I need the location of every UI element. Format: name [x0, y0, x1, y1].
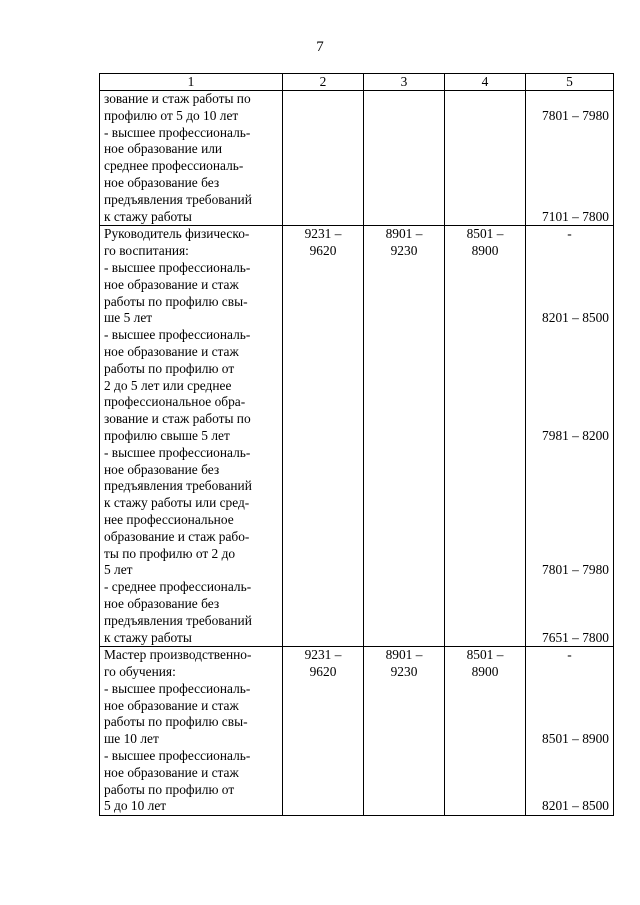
cell-line: - высшее профессиональ- — [104, 680, 251, 696]
cell-line: го воспитания: — [104, 243, 189, 259]
salary-range-col-4 — [445, 91, 526, 226]
cell-line: - — [567, 226, 572, 242]
header-row — [100, 74, 614, 91]
table-header — [100, 74, 614, 91]
page-number: 7 — [316, 39, 324, 55]
cell-line: ное образование и стаж — [104, 343, 239, 359]
cell-line: 2 до 5 лет или среднее — [104, 377, 232, 393]
cell-line: предъявления требований — [104, 478, 252, 494]
cell-line: - среднее профессиональ- — [104, 579, 252, 595]
cell-line: 8501 – — [466, 226, 504, 242]
cell-line: профилю от 5 до 10 лет — [104, 107, 239, 123]
cell-line — [530, 462, 609, 479]
cell-line: 7651 – 7800 — [542, 629, 609, 645]
salary-range-col-5 — [526, 91, 614, 226]
cell-line — [530, 495, 609, 512]
cell-line — [530, 411, 609, 428]
header-col-4: 4 — [445, 74, 526, 91]
cell-line — [530, 141, 609, 158]
cell-line: ное образование или — [104, 141, 223, 157]
cell-line: 9231 – — [304, 226, 342, 242]
cell-line: - высшее профессиональ- — [104, 748, 251, 764]
cell-line — [530, 175, 609, 192]
salary-range-col-5 — [526, 226, 614, 647]
cell-line: 9620 — [309, 664, 337, 680]
cell-line: предъявления требований — [104, 191, 252, 207]
header-col-2: 2 — [283, 74, 364, 91]
cell-line: 7801 – 7980 — [542, 562, 609, 578]
cell-line: 8201 – 8500 — [542, 798, 609, 814]
salary-range-col-2 — [283, 647, 364, 816]
cell-line — [530, 277, 609, 294]
cell-line: зование и стаж работы по — [104, 411, 251, 427]
cell-line: 5 до 10 лет — [104, 798, 167, 814]
cell-line: - высшее профессиональ- — [104, 444, 251, 460]
cell-line — [530, 445, 609, 462]
cell-line: 5 лет — [104, 562, 133, 578]
cell-line: 8900 — [471, 664, 499, 680]
cell-line — [530, 192, 609, 209]
cell-line: ное образование и стаж — [104, 697, 239, 713]
salary-range-col-2 — [283, 226, 364, 647]
position-description — [100, 647, 283, 816]
cell-line: 8901 – — [385, 647, 423, 663]
cell-line — [530, 765, 609, 782]
cell-line: 9230 — [390, 664, 418, 680]
cell-line: работы по профилю от — [104, 781, 235, 797]
cell-line: - высшее профессиональ- — [104, 259, 251, 275]
cell-line: к стажу работы или сред- — [104, 495, 250, 511]
cell-line — [530, 681, 609, 698]
header-col-3: 3 — [364, 74, 445, 91]
cell-line — [530, 125, 609, 142]
cell-line: ное образование без — [104, 174, 220, 190]
cell-line: к стажу работы — [104, 208, 192, 224]
cell-line: - — [567, 647, 572, 663]
cell-line: ное образование без — [104, 461, 220, 477]
table-row — [100, 226, 614, 647]
cell-line — [530, 361, 609, 378]
cell-line — [530, 327, 609, 344]
salary-range-col-3 — [364, 91, 445, 226]
cell-line: 8501 – 8900 — [542, 731, 609, 747]
cell-line: ное образование и стаж — [104, 276, 239, 292]
cell-line — [530, 664, 609, 681]
cell-line: работы по профилю свы- — [104, 293, 248, 309]
cell-line — [530, 512, 609, 529]
cell-line: ше 10 лет — [104, 731, 159, 747]
cell-line — [530, 546, 609, 563]
cell-line — [530, 378, 609, 395]
cell-line: ты по профилю от 2 до — [104, 545, 236, 561]
cell-line: ное образование без — [104, 595, 220, 611]
cell-line: 8201 – 8500 — [542, 310, 609, 326]
salary-range-col-4 — [445, 647, 526, 816]
cell-line — [530, 782, 609, 799]
cell-line: нее профессиональное — [104, 511, 234, 527]
cell-line: 7801 – 7980 — [542, 107, 609, 123]
cell-line — [530, 698, 609, 715]
cell-line: 9230 — [390, 243, 418, 259]
header-col-5: 5 — [526, 74, 614, 91]
salary-range-col-3 — [364, 647, 445, 816]
cell-line: 8900 — [471, 243, 499, 259]
cell-line — [530, 478, 609, 495]
cell-line — [530, 748, 609, 765]
cell-line: 9231 – — [304, 647, 342, 663]
cell-line: предъявления требований — [104, 612, 252, 628]
cell-line: Мастер производственно- — [104, 647, 252, 663]
cell-line: Руководитель физическо- — [104, 226, 250, 242]
table-row — [100, 647, 614, 816]
table-row — [100, 91, 614, 226]
cell-line: го обучения: — [104, 664, 176, 680]
cell-line — [530, 596, 609, 613]
salary-range-col-3 — [364, 226, 445, 647]
cell-line — [530, 344, 609, 361]
cell-line: профессиональное обра- — [104, 394, 246, 410]
salary-range-col-4 — [445, 226, 526, 647]
position-description — [100, 91, 283, 226]
cell-line: профилю свыше 5 лет — [104, 427, 230, 443]
cell-line — [530, 158, 609, 175]
cell-line — [530, 260, 609, 277]
position-description — [100, 226, 283, 647]
cell-line — [530, 294, 609, 311]
salary-range-col-5 — [526, 647, 614, 816]
cell-line: работы по профилю свы- — [104, 714, 248, 730]
cell-line: 9620 — [309, 243, 337, 259]
cell-line: к стажу работы — [104, 629, 192, 645]
cell-line — [530, 91, 609, 108]
cell-line — [530, 529, 609, 546]
cell-line — [530, 394, 609, 411]
cell-line: - высшее профессиональ- — [104, 124, 251, 140]
cell-line: зование и стаж работы по — [104, 91, 251, 106]
cell-line — [530, 579, 609, 596]
cell-line — [530, 613, 609, 630]
salary-table — [99, 73, 614, 816]
cell-line — [530, 243, 609, 260]
cell-line: образование и стаж рабо- — [104, 528, 250, 544]
cell-line: - высшее профессиональ- — [104, 327, 251, 343]
cell-line: ше 5 лет — [104, 310, 153, 326]
cell-line: ное образование и стаж — [104, 764, 239, 780]
cell-line: работы по профилю от — [104, 360, 235, 376]
cell-line: 7981 – 8200 — [542, 427, 609, 443]
header-col-1: 1 — [100, 74, 283, 91]
cell-line: 8901 – — [385, 226, 423, 242]
table-body — [100, 91, 614, 816]
salary-range-col-2 — [283, 91, 364, 226]
cell-line: 7101 – 7800 — [542, 208, 609, 224]
cell-line: 8501 – — [466, 647, 504, 663]
cell-line — [530, 714, 609, 731]
cell-line: среднее профессиональ- — [104, 158, 244, 174]
